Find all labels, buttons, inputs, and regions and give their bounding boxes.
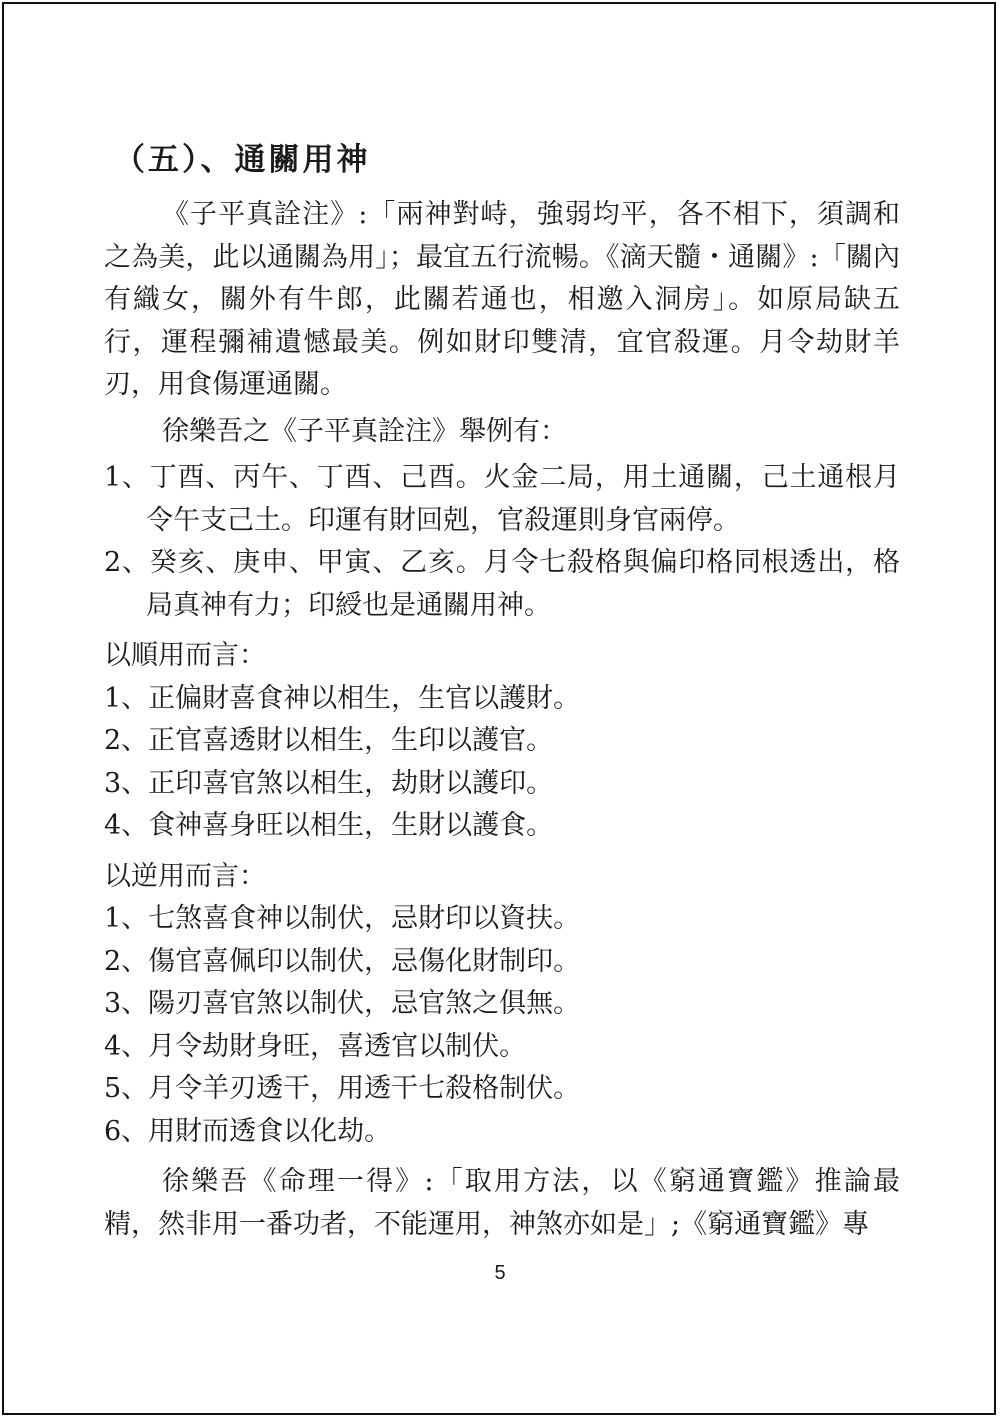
list-item: 4、食神喜身旺以相生，生財以護食。 (104, 810, 554, 841)
list-item: 3、正印喜官煞以相生，劫財以護印。 (104, 767, 554, 799)
section-heading: （五）、通關用神 (114, 142, 371, 178)
list-item: 1、丁酉、丙午、丁酉、己酉。火金二局，用土通關，己土通根月令午支己土。印運有財回剋，官殺運則身官兩停。 (104, 462, 900, 536)
list-item: 2、傷官喜佩印以制伏，忌傷化財制印。 (104, 945, 581, 977)
list-item: 5、月令羊刃透干，用透干七殺格制伏。 (104, 1073, 581, 1104)
paragraph-intro: 《子平真詮注》:「兩神對峙，強弱均平，各不相下，須調和之為美，此以通關為用」；最宜五行流暢。《滴天髓・通關》:「關內有織女，關外有牛郎，此關若通也，相邀入洞房」。如原局缺五行，運程彌補遺憾最美。例如財印雙清，宜官殺運。月令劫財羊刃，用食傷運通關。 (104, 199, 900, 400)
list-item: 1、七煞喜食神以制伏，忌財印以資扶。 (104, 903, 581, 934)
list-item: 6、用財而透食以化劫。 (104, 1115, 392, 1147)
paragraph-closing: 徐樂吾《命理一得》:「取用方法，以《窮通寶鑑》推論最精，然非用一番功者，不能運用，神煞亦如是」;《窮通寶鑑》專 (104, 1166, 900, 1240)
paragraph-examples-intro: 徐樂吾之《子平真詮注》舉例有： (162, 415, 567, 447)
page-content (104, 140, 900, 1250)
list-item: 2、癸亥、庚申、甲寅、乙亥。月令七殺格與偏印格同根透出，格局真神有力；印綬也是通關用神。 (104, 547, 900, 621)
list-item: 3、陽刃喜官煞以制伏，忌官煞之俱無。 (104, 988, 581, 1019)
page-number: 5 (494, 1262, 506, 1284)
examples-list (104, 457, 900, 627)
list-item: 4、月令劫財身旺，喜透官以制伏。 (104, 1030, 527, 1062)
ni-label: 以逆用而言： (104, 860, 266, 892)
list-item: 2、正官喜透財以相生，生印以護官。 (104, 725, 554, 756)
shun-list (104, 678, 900, 848)
ni-list (104, 898, 900, 1153)
list-item: 1、正偏財喜食神以相生，生官以護財。 (104, 682, 581, 714)
shun-label: 以順用而言： (104, 640, 266, 671)
